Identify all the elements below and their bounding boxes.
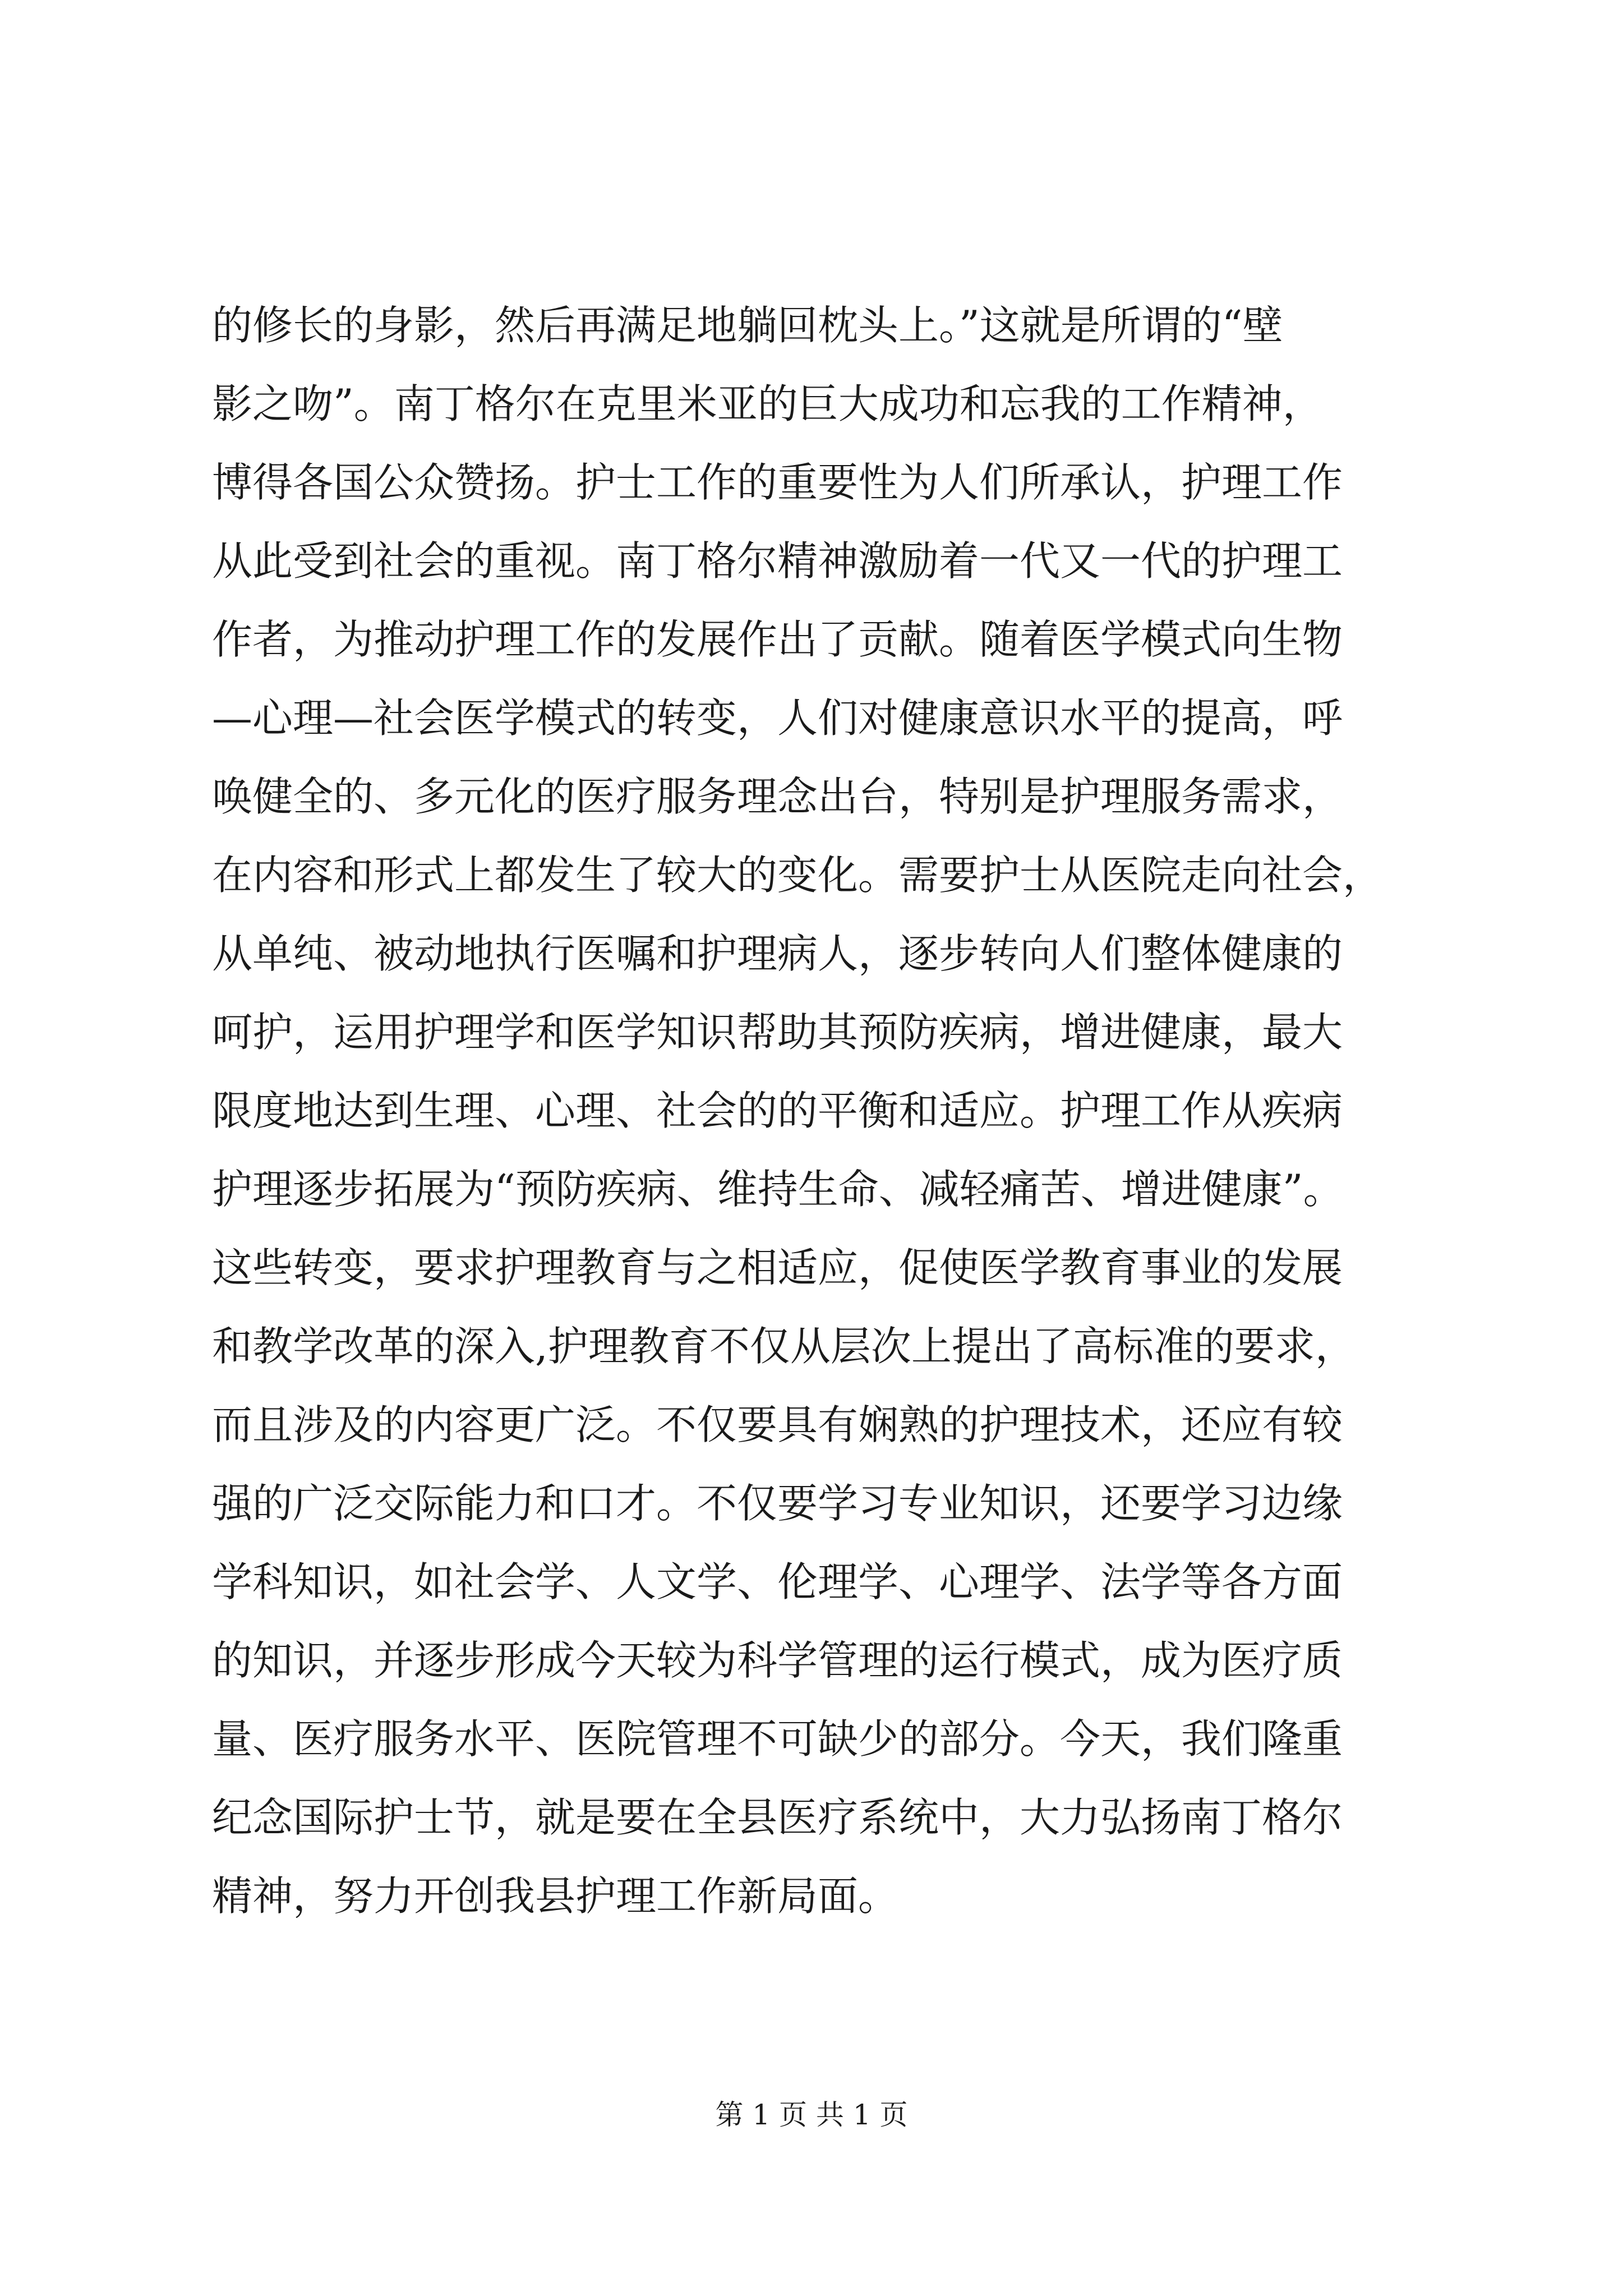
text-line: 呵护，运用护理学和医学知识帮助其预防疾病，增进健康，最大 xyxy=(212,1009,1343,1056)
text-line: 唤健全的、多元化的医疗服务理念出台，特别是护理服务需求， xyxy=(212,773,1343,820)
text-line: 量、医疗服务水平、医院管理不可缺少的部分。今天，我们隆重 xyxy=(212,1715,1343,1763)
text-line: 学科知识，如社会学、人文学、伦理学、心理学、法学等各方面 xyxy=(212,1558,1343,1605)
text-line: 影之吻”。南丁格尔在克里米亚的巨大成功和忘我的工作精神， xyxy=(212,380,1323,427)
text-line: 限度地达到生理、心理、社会的的平衡和适应。护理工作从疾病 xyxy=(212,1087,1343,1134)
text-line: —心理—社会医学模式的转变，人们对健康意识水平的提高，呼 xyxy=(212,694,1343,742)
text-line: 精神，努力开创我县护理工作新局面。 xyxy=(212,1872,899,1920)
text-line: 从单纯、被动地执行医嘱和护理病人，逐步转向人们整体健康的 xyxy=(212,930,1343,977)
text-line: 作者，为推动护理工作的发展作出了贡献。随着医学模式向生物 xyxy=(212,616,1343,663)
body-text xyxy=(212,286,1423,1935)
page-footer: 第 1 页 共 1 页 xyxy=(715,2099,908,2131)
text-line: 的修长的身影，然后再满足地躺回枕头上。”这就是所谓的“壁 xyxy=(212,302,1283,349)
text-line: 博得各国公众赞扬。护士工作的重要性为人们所承认，护理工作 xyxy=(212,459,1343,506)
text-line: 纪念国际护士节，就是要在全县医疗系统中，大力弘扬南丁格尔 xyxy=(212,1794,1343,1841)
text-line: 护理逐步拓展为“预防疾病、维持生命、减轻痛苦、增进健康”。 xyxy=(212,1166,1344,1213)
text-line: 在内容和形式上都发生了较大的变化。需要护士从医院走向社会， xyxy=(212,852,1384,899)
text-line: 而且涉及的内容更广泛。不仅要具有娴熟的护理技术，还应有较 xyxy=(212,1401,1343,1448)
text-line: 强的广泛交际能力和口才。不仅要学习专业知识，还要学习边缘 xyxy=(212,1480,1343,1527)
text-line: 的知识，并逐步形成今天较为科学管理的运行模式，成为医疗质 xyxy=(212,1637,1343,1684)
text-line: 和教学改革的深入,护理教育不仅从层次上提出了高标准的要求， xyxy=(212,1323,1355,1370)
text-line: 从此受到社会的重视。南丁格尔精神激励着一代又一代的护理工 xyxy=(212,537,1343,585)
text-line: 这些转变，要求护理教育与之相适应，促使医学教育事业的发展 xyxy=(212,1244,1343,1291)
